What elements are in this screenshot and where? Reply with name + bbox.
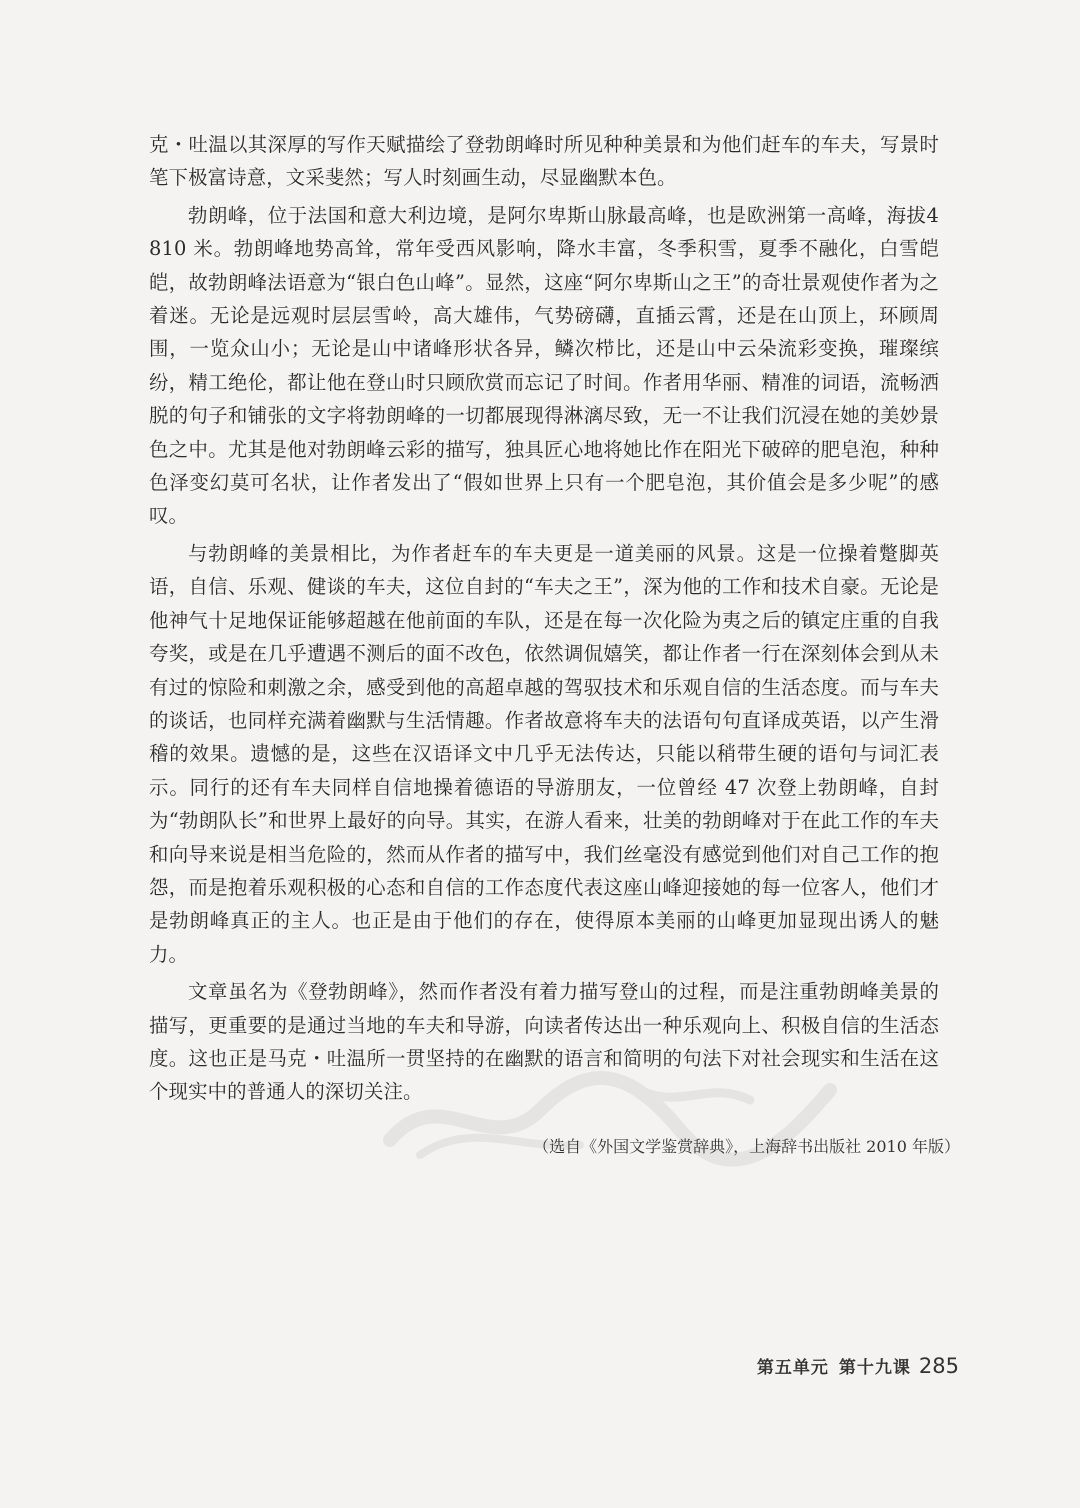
article-body <box>149 128 939 1109</box>
paragraph-4: 文章虽名为《登勃朗峰》，然而作者没有着力描写登山的过程，而是注重勃朗峰美景的描写，更重要的是通过当地的车夫和导游，向读者传达出一种乐观向上、积极自信的生活态度。这也正是马克・吐温所一贯坚持的在幽默的语言和简明的句法下对社会现实和生活在这个现实中的普通人的深切关注。 <box>149 980 939 1104</box>
page-footer <box>757 1353 959 1378</box>
paragraph-1: 克・吐温以其深厚的写作天赋描绘了登勃朗峰时所见种种美景和为他们赶车的车夫，写景时笔下极富诗意，文采斐然；写人时刻画生动，尽显幽默本色。 <box>149 133 939 190</box>
source-citation: （选自《外国文学鉴赏辞典》，上海辞书出版社 2010 年版） <box>533 1137 960 1156</box>
footer-unit: 第五单元 <box>756 1358 829 1378</box>
paragraph-2: 勃朗峰，位于法国和意大利边境，是阿尔卑斯山脉最高峰，也是欧洲第一高峰，海拔4 810 米。勃朗峰地势高耸，常年受西风影响，降水丰富，冬季积雪，夏季不融化，白雪皑皑，故勃朗峰法语意为“银白色山峰”。显然，这座“阿尔卑斯山之王”的奇壮景观使作者为之着迷。无论是远观时层层雪岭，高大雄伟，气势磅礴，直插云霄，还是在山顶上，环顾周围，一览众山小；无论是山中诸峰形状各异，鳞次栉比，还是山中云朵流彩变换，璀璨缤纷，精工绝伦，都让他在登山时只顾欣赏而忘记了时间。作者用华丽、精准的词语，流畅洒脱的句子和铺张的文字将勃朗峰的一切都展现得淋漓尽致，无一不让我们沉浸在她的美妙景色之中。尤其是他对勃朗峰云彩的描写，独具匠心地将她比作在阳光下破碎的肥皂泡，种种色泽变幻莫可名状，让作者发出了“假如世界上只有一个肥皂泡，其价值会是多少呢”的感叹。 <box>149 203 939 528</box>
page-number: 285 <box>918 1354 959 1378</box>
paragraph-3: 与勃朗峰的美景相比，为作者赶车的车夫更是一道美丽的风景。这是一位操着蹩脚英语，自信、乐观、健谈的车夫，这位自封的“车夫之王”，深为他的工作和技术自豪。无论是他神气十足地保证能够超越在他前面的车队，还是在每一次化险为夷之后的镇定庄重的自我夸奖，或是在几乎遭遇不测后的面不改色，依然调侃嬉笑，都让作者一行在深刻体会到从未有过的惊险和刺激之余，感受到他的高超卓越的驾驭技术和乐观自信的生活态度。而与车夫的谈话，也同样充满着幽默与生活情趣。作者故意将车夫的法语句句直译成英语，以产生滑稽的效果。遗憾的是，这些在汉语译文中几乎无法传达，只能以稍带生硬的语句与词汇表示。同行的还有车夫同样自信地操着德语的导游朋友，一位曾经 47 次登上勃朗峰，自封为“勃朗队长”和世界上最好的向导。其实，在游人看来，壮美的勃朗峰对于在此工作的车夫和向导来说是相当危险的，然而从作者的描写中，我们丝毫没有感觉到他们对自己工作的抱怨，而是抱着乐观积极的心态和自信的工作态度代表这座山峰迎接她的每一位客人，他们才是勃朗峰真正的主人。也正是由于他们的存在，使得原本美丽的山峰更加显现出诱人的魅力。 <box>149 541 939 966</box>
footer-lesson: 第十九课 <box>838 1358 911 1378</box>
